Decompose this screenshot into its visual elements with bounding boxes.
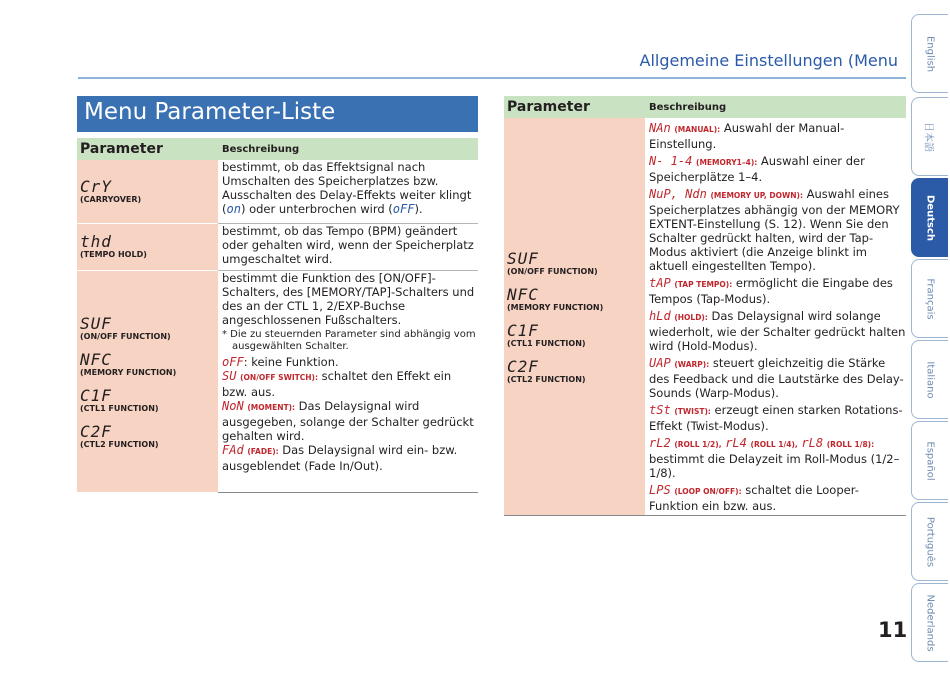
option-text: Auswahl einer der Speicherplätze 1–4. [649,154,865,184]
display-code-inline: FAd [222,442,244,457]
display-code: NFC [80,349,112,369]
display-code-inline: LPS [649,483,671,497]
tab-deutsch[interactable] [911,178,948,257]
desc-text: bestimmt, ob das Effektsignal nach Umschalten des Speicherplatzes bzw. Ausschalten des Delay-Effekts weiter klingt ( [222,160,472,216]
desc-cell: bestimmt, ob das Tempo (BPM) geändert oder gehalten wird, wenn der Speicherplatz umgeschaltet wird. [218,223,478,270]
option-caption: (TWIST): [674,407,711,416]
desc-cell [218,270,478,492]
header-rule [78,77,906,79]
display-code-inline: NuP, Ndn [649,187,707,201]
option-item [649,121,906,151]
param-cell [77,223,218,270]
display-code: C1F [80,385,112,405]
col-header-parameter: Parameter [77,138,218,160]
tab-english[interactable] [911,14,948,93]
display-code-inline: rL8 [801,436,824,450]
display-code-inline: N- 1-4 [649,154,693,168]
option-item [222,369,478,399]
option-caption: (HOLD): [674,313,708,322]
running-header-title: Allgemeine Einstellungen (Menu [639,51,898,70]
option-text: Das Delaysignal wird solange wiederholt, wie der Schalter gedrückt halten wird (Hold-Modus). [649,309,906,353]
option-text: erzeugt einen starken Rotations-Effekt (Twist-Modus). [649,403,903,433]
option-item [222,355,478,369]
tab-italiano[interactable] [911,340,948,419]
tab-label: Nederlands [924,593,936,652]
tab-label: Italiano [924,360,936,399]
right-parameter-table [504,96,906,516]
table-row [77,160,478,223]
option-caption: (ROLL 1/8): [826,440,875,449]
desc-text: ). [414,202,423,216]
display-code: C2F [507,357,539,376]
display-code: SUF [80,313,112,333]
param-label: (TEMPO HOLD) [80,250,147,259]
option-item [649,276,906,306]
display-code: NFC [507,285,539,304]
option-item [649,154,906,184]
display-code-inline: NoN [222,398,244,413]
display-code-inline: UAP [649,356,671,370]
tab-label: Español [924,440,936,481]
option-item [649,403,906,433]
param-label: (CARRYOVER) [80,194,142,204]
option-item [649,187,906,273]
display-code-inline: on [226,202,241,216]
option-caption: (MEMORY1–4): [696,158,758,167]
option-text: Das Delaysignal wird ein- bzw. ausgeblendet (Fade In/Out). [222,442,458,473]
display-code-inline: rL4 [725,436,747,450]
param-label: (MEMORY FUNCTION) [507,303,604,312]
display-code-inline: SU [222,368,237,383]
display-code: C2F [80,421,112,441]
tab-label: English [924,35,936,72]
param-cell [77,270,218,492]
table-row [504,118,906,516]
tab-nederlands[interactable] [911,583,948,662]
param-label: (ON/OFF FUNCTION) [80,331,171,341]
col-header-description: Beschreibung [645,96,906,118]
option-item [649,483,906,513]
page-number: 11 [878,618,908,642]
param-label: (ON/OFF FUNCTION) [507,267,598,276]
param-label: (CTL1 FUNCTION) [507,339,586,348]
option-caption: (FADE): [247,446,279,456]
language-tabs [911,0,950,674]
display-code-inline: tSt [649,403,671,417]
tab-label: 日本語 [922,121,934,152]
tab-portugues[interactable] [911,502,948,581]
tab-francais[interactable] [911,259,948,338]
display-code-inline: rL2 [649,436,671,450]
desc-text: bestimmt die Funktion des [ON/OFF]-Schalters, des [MEMORY/TAP]-Schalters und des an der CTL 1, 2/EXP-Buchse angeschlossenen Fußschalters. [222,270,475,327]
param-label: (CTL2 FUNCTION) [507,375,586,384]
tab-label: Português [924,516,936,567]
option-item [649,356,906,400]
option-caption: (ROLL 1/2), [674,440,722,449]
option-caption: (ON/OFF SWITCH): [240,372,318,382]
option-caption: (MEMORY UP, DOWN): [710,191,803,200]
desc-cell [218,160,478,223]
option-text: : keine Funktion. [243,354,339,369]
option-caption: (TAP TEMPO): [674,280,733,289]
table-row [77,223,478,270]
display-code-inline: oFF [392,202,415,216]
tab-label: Français [924,277,936,320]
display-code-inline: oFF [222,354,244,369]
col-header-description: Beschreibung [218,138,478,160]
option-caption: (MANUAL): [674,125,721,134]
option-item [649,309,906,353]
param-label: (MEMORY FUNCTION) [80,367,177,377]
display-code: SUF [507,249,539,268]
option-text: Auswahl eines Speicherplatzes abhängig von der MEMORY EXTENT-Einstellung (S. 12). Wenn Sie den Schalter gedrückt halten, wird der Tap-Modus aktiviert (die Anzeige blinkt im aktuell eingestellten Tempo). [649,187,900,273]
display-code-inline: NAn [649,121,671,135]
param-label: (CTL2 FUNCTION) [80,439,159,449]
section-title: Menu Parameter-Liste [84,99,336,125]
tab-espanol[interactable] [911,421,948,500]
tab-japanese[interactable] [911,97,948,176]
param-cell [77,160,218,223]
option-text: schaltet die Looper-Funktion ein bzw. aus. [649,483,859,513]
option-caption: (LOOP ON/OFF): [674,487,742,496]
option-caption: (MOMENT): [247,402,296,412]
option-text: steuert gleichzeitig die Stärke des Feedback und die Lautstärke des Delay-Sounds (Warp-Modus). [649,356,904,400]
option-caption: (WARP): [674,360,710,369]
display-code: CrY [80,176,112,196]
param-cell [504,118,645,516]
tab-label: Deutsch [924,194,936,241]
option-caption: (ROLL 1/4), [750,440,798,449]
table-row [77,270,478,492]
left-parameter-table [77,138,478,493]
desc-text: ) oder unterbrochen wird ( [240,202,393,216]
display-code-inline: tAP [649,276,671,290]
display-code: thd [80,232,112,251]
display-code: C1F [507,321,539,340]
option-item [649,436,906,480]
footnote: * Die zu steuernden Parameter sind abhängig vom ausgewählten Schalter. [222,328,476,352]
section-heading [77,96,478,132]
param-label: (CTL1 FUNCTION) [80,403,159,413]
option-text: bestimmt die Delayzeit im Roll-Modus (1/2–1/8). [649,452,900,480]
option-item [222,399,478,443]
option-text: Auswahl der Manual-Einstellung. [649,121,845,151]
option-item [222,443,478,473]
desc-cell [645,118,906,516]
col-header-parameter: Parameter [504,96,645,118]
display-code-inline: hLd [649,309,671,323]
option-text: Das Delaysignal wird ausgegeben, solange der Schalter gedrückt gehalten wird. [222,398,474,443]
option-text: schaltet den Effekt ein bzw. aus. [222,368,452,399]
option-text: ermöglicht die Eingabe des Tempos (Tap-Modus). [649,276,893,306]
